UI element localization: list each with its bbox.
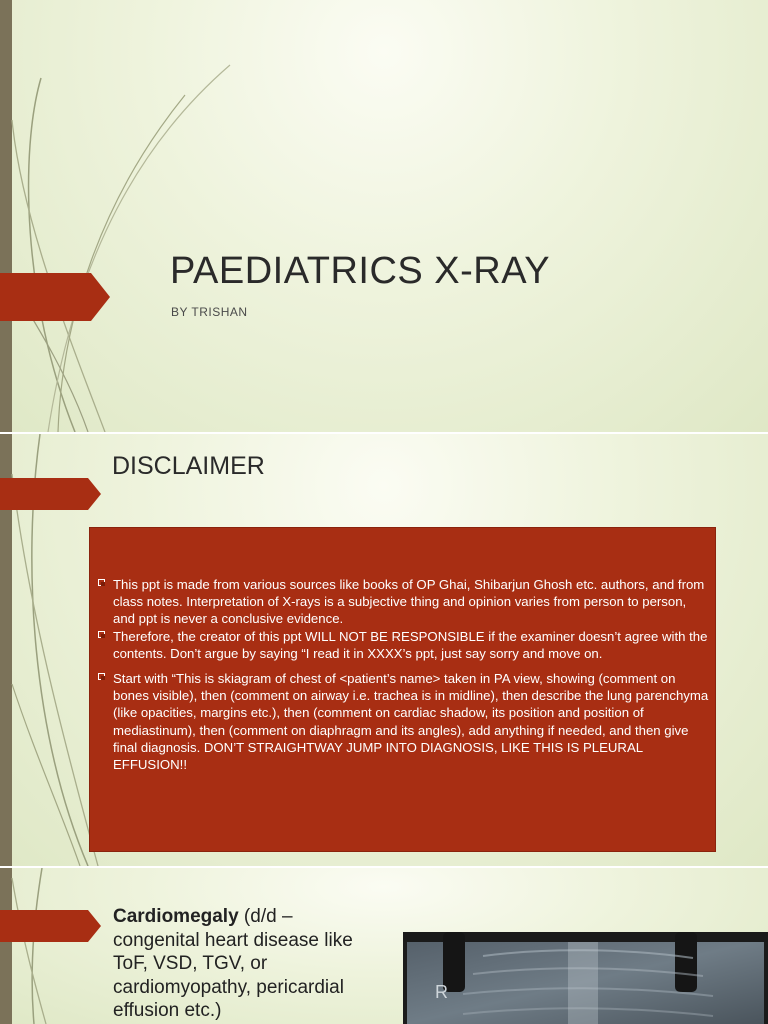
slide-title-text: DISCLAIMER xyxy=(112,452,265,480)
checkbox-bullet-icon xyxy=(98,631,105,638)
slide-cardiomegaly[interactable] xyxy=(0,868,768,1024)
xray-picture xyxy=(403,932,768,1024)
list-item-text: Start with “This is skiagram of chest of <patient’s name> taken in PA view, showing (comment on bones visible), then (comment on airway i.e. trachea is in midline), then describe the lung parenchyma (like opacities, margins etc.), then (comment on cardiac shadow, its position and position of mediastinum), then (comment on diaphragm and its angles), add anything if needed, and then give final diagnosis. DON’T STRAIGHTWAY JUMP INTO DIAGNOSIS, LIKE THIS IS PLEURAL EFFUSION!! xyxy=(113,671,709,773)
slide-body-text xyxy=(113,905,363,1023)
slide-body: (d/d – congenital heart disease like ToF, VSD, TGV, or cardiomyopathy, pericardial effusion etc.) xyxy=(113,906,353,1021)
disclaimer-list xyxy=(96,576,711,773)
list-item xyxy=(96,670,711,773)
slide-title[interactable] xyxy=(0,0,768,432)
checkbox-bullet-icon xyxy=(98,579,105,586)
disclaimer-box xyxy=(89,527,716,852)
xray-side-marker: R xyxy=(435,982,448,1002)
slide-disclaimer[interactable] xyxy=(0,434,768,866)
slide-title-text: PAEDIATRICS X-RAY xyxy=(170,250,551,292)
slide-heading: Cardiomegaly xyxy=(113,906,239,927)
slide-subtitle-text: BY TRISHAN xyxy=(171,305,248,319)
arrow-tab-icon xyxy=(0,273,112,321)
list-item-text: This ppt is made from various sources like books of OP Ghai, Shibarjun Ghosh etc. authors, and from class notes. Interpretation of X-rays is a subjective thing and opinion varies from person to person, and ppt is never a conclusive evidence. xyxy=(113,577,705,627)
arrow-tab-icon xyxy=(0,910,104,942)
decorative-curves xyxy=(0,0,768,432)
list-item-text: Therefore, the creator of this ppt WILL NOT BE RESPONSIBLE if the examiner doesn’t agree with the contents. Don’t argue by saying “I read it in XXXX’s ppt, just say sorry and move on. xyxy=(113,628,708,661)
checkbox-bullet-icon xyxy=(98,673,105,680)
arrow-tab-icon xyxy=(0,478,104,510)
chest-xray-image xyxy=(403,932,768,1024)
list-item xyxy=(96,628,711,662)
list-item xyxy=(96,576,711,628)
